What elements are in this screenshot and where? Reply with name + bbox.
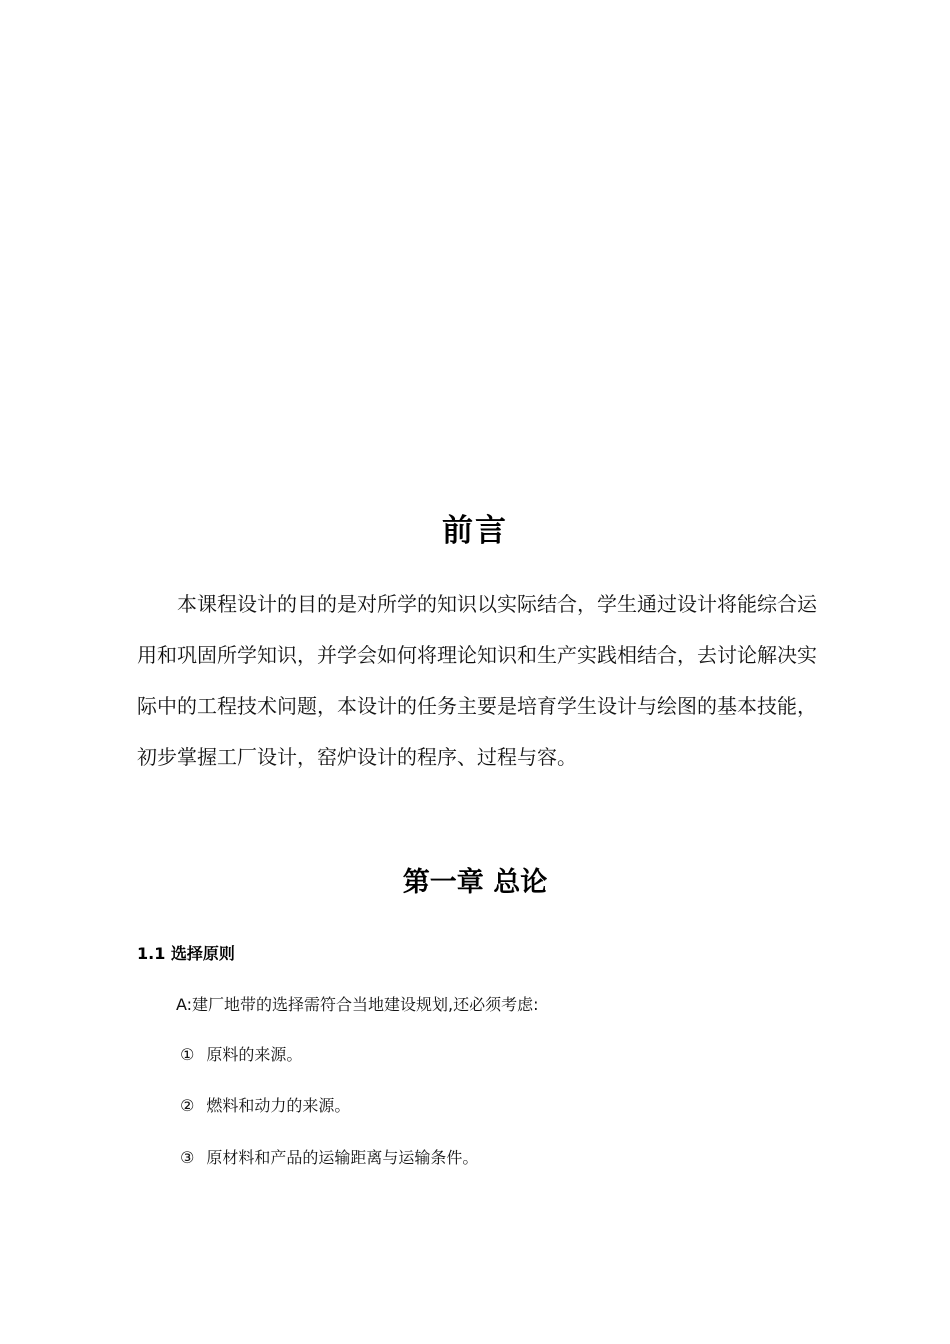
list-item	[180, 1145, 478, 1168]
circled-number-2-icon: ②	[180, 1096, 195, 1115]
section-intro-line: A:建厂地带的选择需符合当地建设规划,还必须考虑:	[176, 995, 539, 1014]
list-item-text: 原材料和产品的运输距离与运输条件。	[206, 1148, 479, 1167]
list-item	[180, 1042, 302, 1065]
preface-paragraph: 本课程设计的目的是对所学的知识以实际结合，学生通过设计将能综合运用和巩固所学知识，并学会如何将理论知识和生产实践相结合，去讨论解决实际中的工程技术问题，本设计的任务主要是培育学生设计与绘图的基本技能，初步掌握工厂设计，窑炉设计的程序、过程与容。	[137, 592, 817, 769]
circled-number-1-icon: ①	[180, 1045, 195, 1064]
preface-title: 前言	[442, 513, 508, 549]
list-item	[180, 1093, 350, 1116]
list-item-text: 原料的来源。	[206, 1045, 303, 1064]
section-heading: 1.1 选择原则	[137, 944, 235, 963]
circled-number-3-icon: ③	[180, 1148, 195, 1167]
chapter-title: 第一章 总论	[402, 867, 548, 898]
list-item-text: 燃料和动力的来源。	[206, 1096, 351, 1115]
